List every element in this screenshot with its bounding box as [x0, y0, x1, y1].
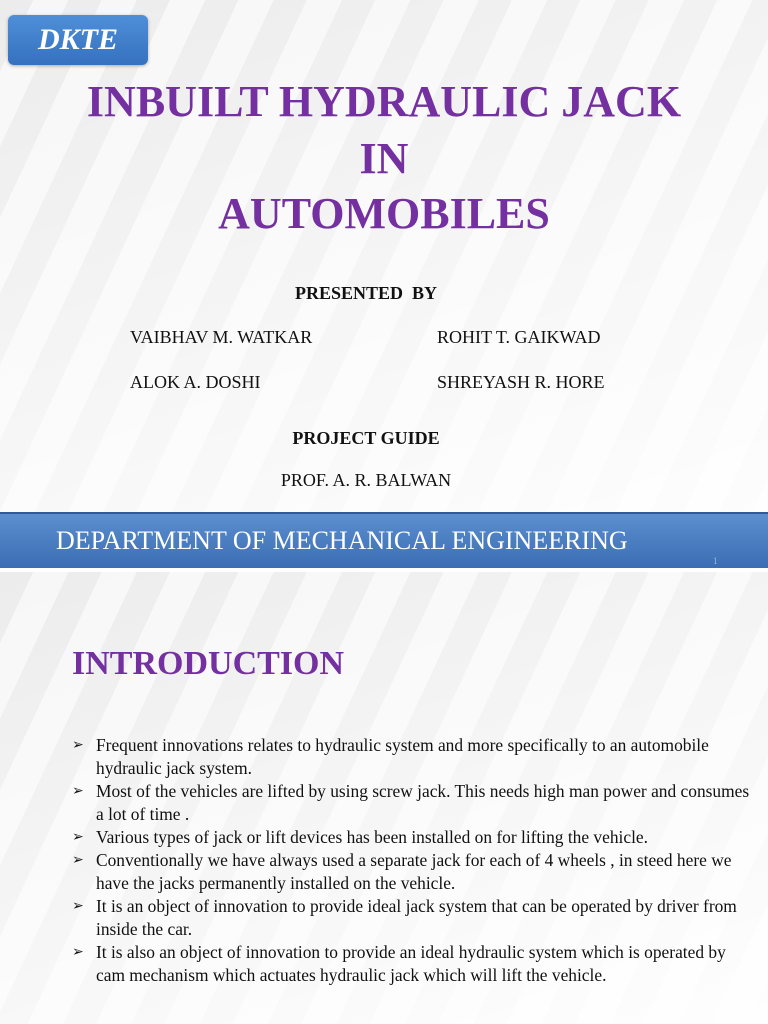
title-line-2: IN [359, 134, 409, 183]
department-banner [0, 512, 768, 568]
arrow-bullet-icon: ➢ [72, 945, 84, 960]
title-line-1: INBUILT HYDRAULIC JACK [86, 77, 682, 126]
presenter-name: VAIBHAV M. WATKAR [130, 327, 313, 347]
bullet-item [72, 849, 752, 895]
bullet-text: It is an object of innovation to provide ideal jack system that can be operated by driver from inside the car. [96, 896, 737, 939]
arrow-bullet-icon: ➢ [72, 899, 84, 914]
presenter-name: ROHIT T. GAIKWAD [437, 327, 601, 347]
presented-by-label: PRESENTED BY [294, 283, 438, 303]
bullet-item [72, 780, 752, 826]
title-line-3: AUTOMOBILES [218, 189, 550, 238]
bullet-text: Various types of jack or lift devices has been installed on for lifting the vehicle. [96, 827, 648, 847]
arrow-bullet-icon: ➢ [72, 784, 84, 799]
arrow-bullet-icon: ➢ [72, 738, 84, 753]
bullet-item [72, 734, 752, 780]
introduction-bullet-list [72, 734, 752, 987]
bullet-text: Conventionally we have always used a separate jack for each of 4 wheels , in steed here we have the jacks permanently installed on the vehicle. [96, 850, 732, 893]
arrow-bullet-icon: ➢ [72, 853, 84, 868]
bullet-item [72, 895, 752, 941]
department-name: DEPARTMENT OF MECHANICAL ENGINEERING [56, 526, 628, 555]
slide-number: 1 [713, 556, 718, 566]
bullet-item [72, 826, 752, 849]
presenter-name: SHREYASH R. HORE [437, 372, 605, 392]
bullet-item [72, 941, 752, 987]
project-guide-label: PROJECT GUIDE [292, 428, 440, 448]
dkte-logo-badge: DKTE [8, 15, 148, 65]
introduction-slide [0, 572, 768, 1024]
introduction-heading: INTRODUCTION [72, 645, 345, 682]
guide-name: PROF. A. R. BALWAN [280, 470, 452, 490]
presenter-name: ALOK A. DOSHI [130, 372, 261, 392]
arrow-bullet-icon: ➢ [72, 830, 84, 845]
bullet-text: It is also an object of innovation to provide an ideal hydraulic system which is operated by cam mechanism which actuates hydraulic jack which will lift the vehicle. [96, 942, 726, 985]
bullet-text: Most of the vehicles are lifted by using screw jack. This needs high man power and consumes a lot of time . [96, 781, 750, 824]
bullet-text: Frequent innovations relates to hydraulic system and more specifically to an automobile hydraulic jack system. [96, 735, 709, 778]
